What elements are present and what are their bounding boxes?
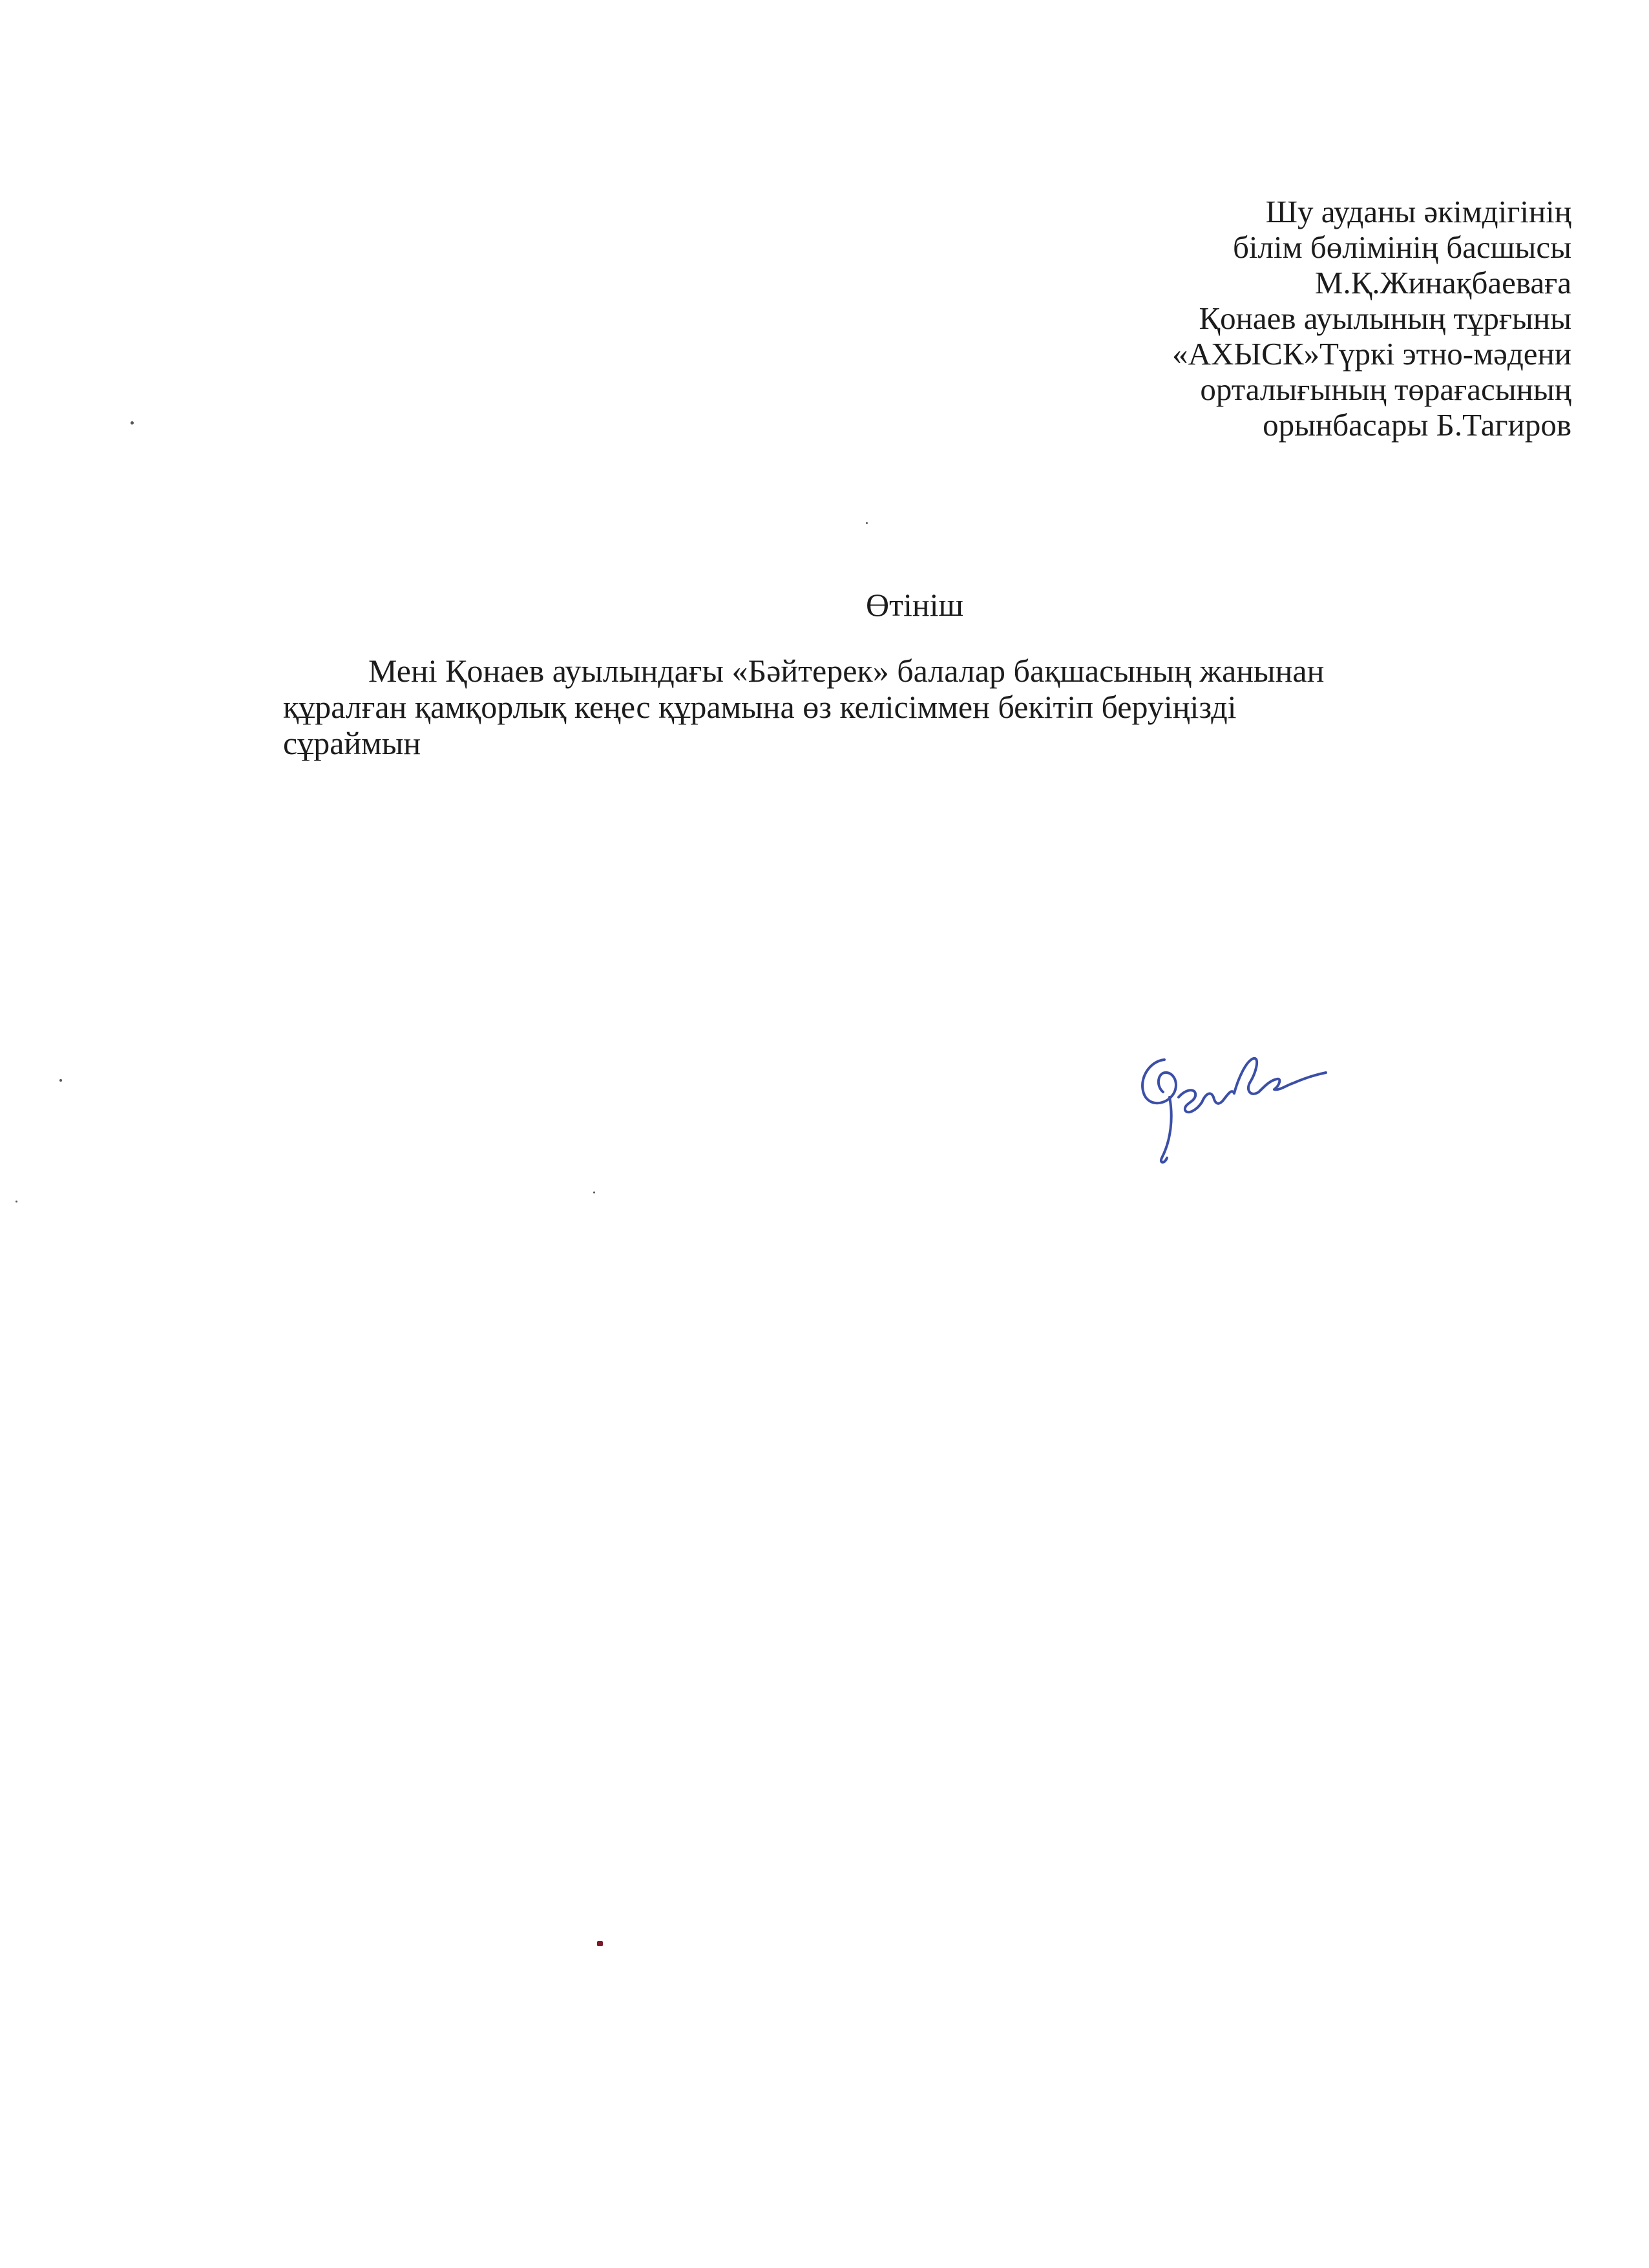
addressee-line: білім бөлімінің басшысы [1232, 229, 1571, 265]
application-body [283, 653, 1498, 761]
scan-speck [59, 1079, 62, 1082]
signature-image [1124, 1021, 1357, 1176]
addressee-line: орталығының төрағасының [1200, 372, 1571, 407]
scan-speck [593, 1192, 595, 1193]
body-line: құралған қамқорлық кеңес құрамына өз келісіммен бекітіп беруіңізді [283, 689, 1237, 725]
addressee-block [796, 194, 1571, 443]
scan-speck [866, 522, 868, 524]
addressee-line: орынбасары Б.Тагиров [1263, 407, 1571, 443]
body-line: Мені Қонаев ауылындағы «Бәйтерек» балалар бақшасының жанынан [368, 653, 1325, 689]
scan-speck [131, 421, 134, 425]
scan-mark [597, 1941, 603, 1946]
document-title: Өтініш [866, 587, 964, 623]
scan-speck [16, 1201, 17, 1202]
addressee-line: «АХЫСК»Түркі этно-мәдени [1172, 336, 1571, 372]
addressee-line: М.Қ.Жинақбаеваға [1314, 265, 1571, 300]
addressee-line: Шу ауданы әкімдігінің [1265, 194, 1571, 229]
body-line: сұраймын [283, 725, 421, 761]
addressee-line: Қонаев ауылының тұрғыны [1199, 300, 1571, 336]
